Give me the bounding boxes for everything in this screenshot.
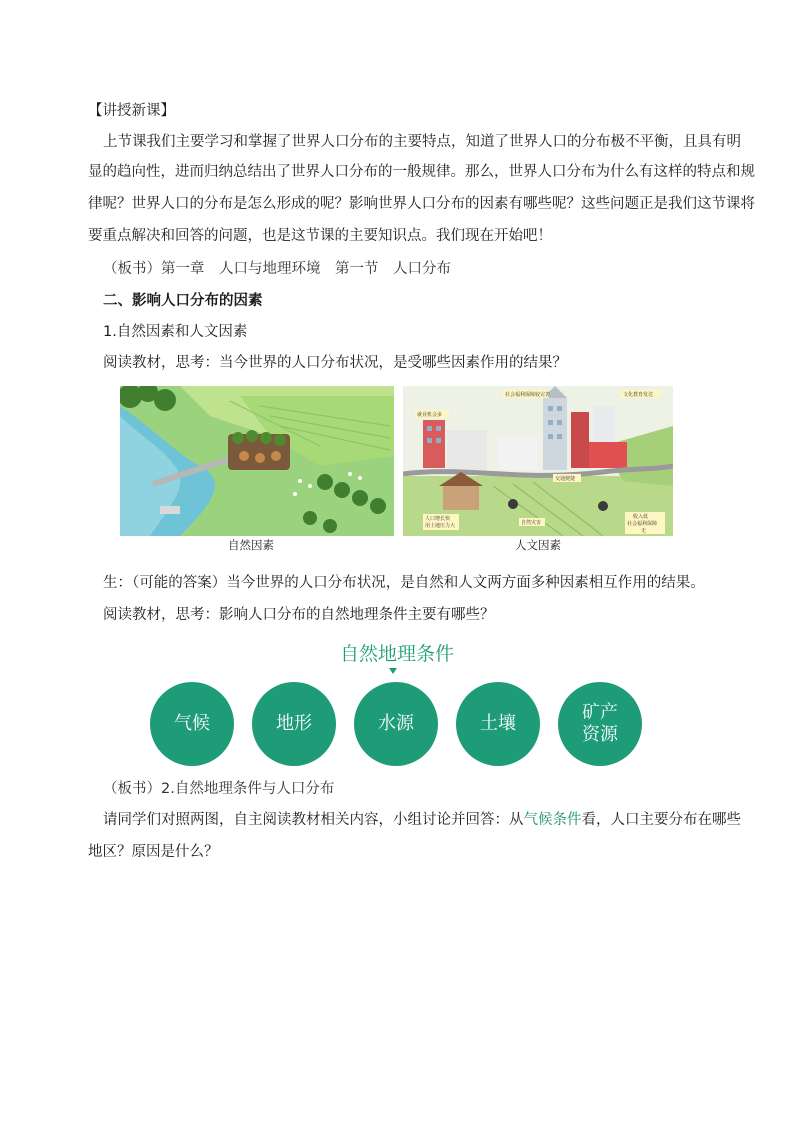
condition-water (354, 682, 438, 766)
label-jobs: 就业机会多 (417, 412, 443, 418)
intro-line-3: 律呢？世界人口的分布是怎么形成的呢？影响世界人口分布的因素有哪些呢？这些问题正是我们这节课将 (88, 196, 755, 212)
section-heading: 【讲授新课】 (88, 103, 175, 119)
label-no-welfare: 社会福利保障 (627, 521, 658, 527)
natural-factors-illustration (120, 386, 394, 536)
label-education: 文化教育发达 (623, 392, 654, 398)
discussion-line-2: 地区？原因是什么？ (88, 844, 219, 860)
condition-soil (456, 682, 540, 766)
human-factors-illustration (403, 386, 673, 536)
label-welfare: 社会福利保障较完善 (505, 392, 551, 398)
discussion-part-2: 看，人口主要分布在哪些 (581, 812, 741, 828)
discussion-line-1 (103, 809, 741, 831)
intro-line-2: 显的趋向性，进而归纳总结出了世界人口分布的一般规律。那么，世界人口分布为什么有这样的特点和规 (88, 164, 755, 180)
board-title: （板书）第一章 人口与地理环境 第一节 人口分布 (103, 261, 451, 277)
condition-minerals-line2: 资源 (582, 724, 618, 745)
label-none: 无 (641, 528, 647, 534)
condition-climate (150, 682, 234, 766)
discussion-highlight: 气候条件 (523, 812, 582, 828)
label-pop-growth: 人口增长快 (425, 516, 451, 522)
answer-1: 生：（可能的答案）当今世界的人口分布状况，是自然和人文两方面多种因素相互作用的结果。 (103, 575, 705, 591)
caption-human-factors: 人文因素 (515, 538, 561, 552)
question-2: 阅读教材，思考：影响人口分布的自然地理条件主要有哪些？ (103, 607, 495, 623)
condition-climate-label: 气候 (174, 713, 210, 734)
label-land-pressure: 用土地压力大 (425, 523, 456, 529)
label-disaster: 自然灾害 (521, 520, 542, 526)
condition-soil-label: 土壤 (480, 713, 516, 734)
arrow-down-icon (389, 668, 397, 674)
label-low-income: 收入低 (633, 514, 649, 520)
conditions-title: 自然地理条件 (339, 643, 454, 665)
condition-terrain-label: 地形 (276, 713, 312, 734)
caption-natural-factors: 自然因素 (228, 538, 274, 552)
intro-line-1: 上节课我们主要学习和掌握了世界人口分布的主要特点，知道了世界人口的分布极不平衡，且具有明 (103, 134, 741, 150)
item-1: 1.自然因素和人文因素 (103, 324, 248, 340)
subheading: 二、影响人口分布的因素 (103, 293, 263, 309)
intro-line-4: 要重点解决和回答的问题，也是这节课的主要知识点。我们现在开始吧！ (88, 228, 552, 244)
board-2: （板书）2.自然地理条件与人口分布 (103, 781, 335, 797)
condition-water-label: 水源 (378, 713, 414, 734)
question-1: 阅读教材，思考：当今世界的人口分布状况，是受哪些因素作用的结果？ (103, 355, 567, 371)
discussion-part-1: 请同学们对照两图，自主阅读教材相关内容，小组讨论并回答：从 (103, 812, 524, 828)
label-transport: 交通便捷 (555, 476, 576, 482)
condition-terrain (252, 682, 336, 766)
condition-minerals-line1: 矿产 (582, 702, 618, 723)
condition-minerals (558, 682, 642, 766)
